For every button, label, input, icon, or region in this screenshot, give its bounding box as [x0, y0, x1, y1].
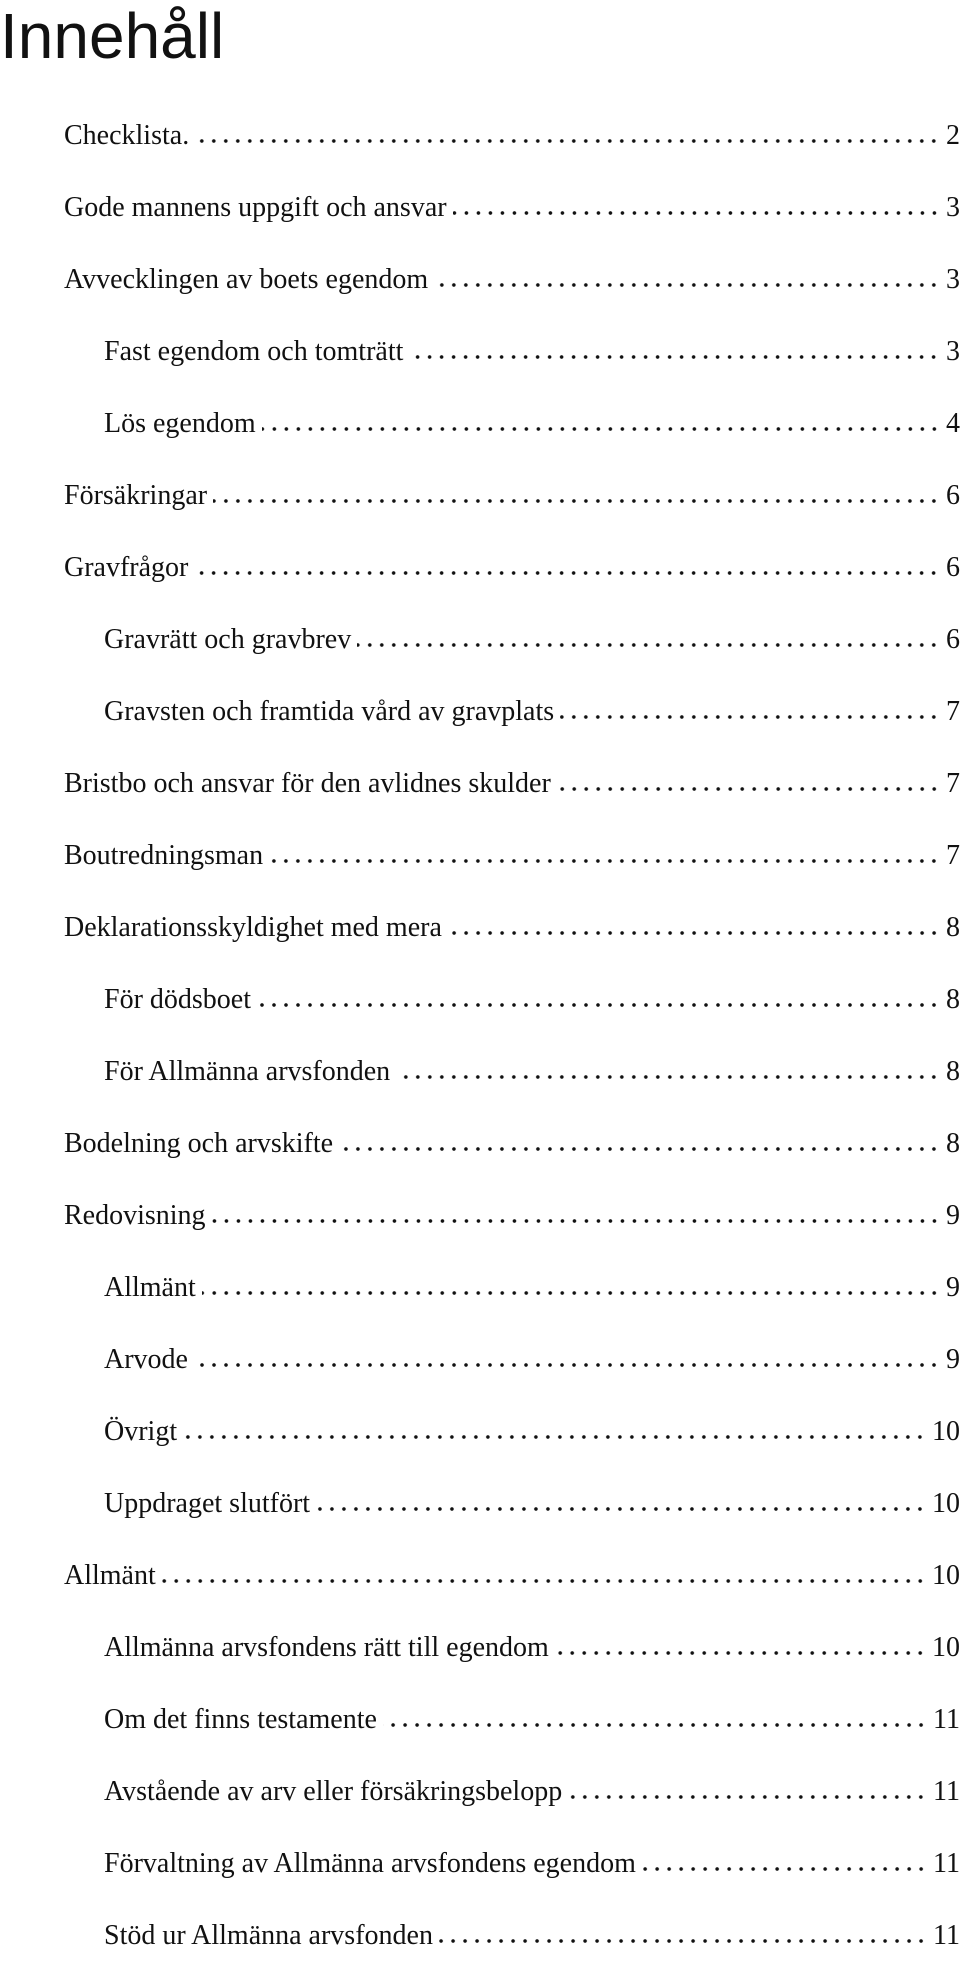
toc-entry[interactable] [64, 1188, 960, 1260]
dot-leader [162, 1556, 926, 1584]
toc-entry[interactable] [64, 1836, 960, 1908]
toc-entry-label: Allmänna arvsfondens rätt till egendom [104, 1632, 549, 1663]
toc-entry-page-number: 3 [946, 336, 960, 367]
toc-entry-label: Bristbo och ansvar för den avlidnes skulder [64, 768, 551, 799]
toc-entry[interactable] [64, 108, 960, 180]
toc-entry-label: Stöd ur Allmänna arvsfonden [104, 1920, 433, 1951]
toc-entry[interactable] [64, 612, 960, 684]
toc-entry[interactable] [64, 1764, 960, 1836]
toc-entry-page-number: 7 [946, 840, 960, 871]
dot-leader [642, 1844, 927, 1872]
toc-entry-label: Övrigt [104, 1416, 178, 1447]
dot-leader [453, 188, 940, 216]
toc-entry-page-number: 3 [946, 264, 960, 295]
toc-entry-page-number: 3 [946, 192, 960, 223]
toc-entry[interactable] [64, 1548, 960, 1620]
dot-leader [439, 1916, 927, 1944]
toc-entry-label: Uppdraget slutfört [104, 1488, 311, 1519]
dot-leader [257, 980, 940, 1008]
dot-leader [212, 1196, 940, 1224]
dot-leader [434, 260, 940, 288]
toc-entry-page-number: 8 [946, 912, 960, 943]
toc-entry-label: Gode mannens uppgift och ansvar [64, 192, 447, 223]
toc-entry[interactable] [64, 756, 960, 828]
toc-entry[interactable] [64, 1332, 960, 1404]
toc-entry-label: Lös egendom [104, 408, 256, 439]
dot-leader [409, 332, 940, 360]
toc-entry-label: Allmänt [64, 1560, 156, 1591]
toc-entry-page-number: 8 [946, 984, 960, 1015]
toc-entry-page-number: 8 [946, 1128, 960, 1159]
toc-entry-page-number: 9 [946, 1200, 960, 1231]
toc-entry-label: Avstående av arv eller försäkringsbelopp [104, 1776, 563, 1807]
toc-entry-page-number: 11 [933, 1848, 960, 1879]
toc-entry[interactable] [64, 1404, 960, 1476]
dot-leader [560, 692, 940, 720]
toc-entry-label: Om det finns testamente [104, 1704, 377, 1735]
dot-leader [262, 404, 940, 432]
toc-entry-page-number: 4 [946, 408, 960, 439]
toc-entry[interactable] [64, 540, 960, 612]
toc-entry[interactable] [64, 828, 960, 900]
toc-entry[interactable] [64, 1476, 960, 1548]
toc-entry-page-number: 6 [946, 552, 960, 583]
dot-leader [396, 1052, 940, 1080]
toc-entry-page-number: 9 [946, 1272, 960, 1303]
toc-entry-page-number: 6 [946, 480, 960, 511]
toc-entry-page-number: 10 [932, 1416, 960, 1447]
toc-entry-label: Deklarationsskyldighet med mera [64, 912, 442, 943]
toc-entry-page-number: 7 [946, 768, 960, 799]
toc-entry-label: Gravsten och framtida vård av gravplats [104, 696, 555, 727]
toc-entry-label: Checklista. [64, 120, 190, 151]
toc-entry[interactable] [64, 1908, 960, 1980]
toc-entry-page-number: 11 [933, 1704, 960, 1735]
toc-entry[interactable] [64, 1260, 960, 1332]
toc-entry[interactable] [64, 900, 960, 972]
page-title: Innehåll [0, 0, 225, 72]
toc-entry-page-number: 10 [932, 1560, 960, 1591]
toc-entry[interactable] [64, 972, 960, 1044]
toc-entry-label: För dödsboet [104, 984, 251, 1015]
dot-leader [555, 1628, 926, 1656]
toc-entry[interactable] [64, 1620, 960, 1692]
toc-entry-label: Avvecklingen av boets egendom [64, 264, 429, 295]
dot-leader [194, 548, 940, 576]
dot-leader [213, 476, 940, 504]
dot-leader [339, 1124, 940, 1152]
dot-leader [357, 620, 940, 648]
toc-entry-page-number: 7 [946, 696, 960, 727]
toc-entry[interactable] [64, 1116, 960, 1188]
dot-leader [316, 1484, 926, 1512]
toc-entry-label: För Allmänna arvsfonden [104, 1056, 391, 1087]
toc-entry[interactable] [64, 1044, 960, 1116]
toc-entry-label: Boutredningsman [64, 840, 264, 871]
toc-entry-page-number: 11 [933, 1920, 960, 1951]
toc-entry[interactable] [64, 180, 960, 252]
dot-leader [568, 1772, 927, 1800]
dot-leader [557, 764, 940, 792]
dot-leader [194, 1340, 940, 1368]
toc-entry[interactable] [64, 396, 960, 468]
toc-entry[interactable] [64, 252, 960, 324]
dot-leader [448, 908, 940, 936]
toc-entry-label: Försäkringar [64, 480, 208, 511]
toc-entry[interactable] [64, 684, 960, 756]
dot-leader [383, 1700, 927, 1728]
toc-entry-page-number: 10 [932, 1632, 960, 1663]
toc-entry-label: Gravfrågor [64, 552, 189, 583]
toc-entry-label: Bodelning och arvskifte [64, 1128, 334, 1159]
toc-entry-page-number: 8 [946, 1056, 960, 1087]
table-of-contents [64, 108, 960, 1980]
dot-leader [183, 1412, 926, 1440]
toc-entry-page-number: 6 [946, 624, 960, 655]
dot-leader [202, 1268, 940, 1296]
toc-entry-label: Gravrätt och gravbrev [104, 624, 352, 655]
toc-entry[interactable] [64, 1692, 960, 1764]
toc-entry-label: Förvaltning av Allmänna arvsfondens egendom [104, 1848, 636, 1879]
dot-leader [195, 116, 940, 144]
toc-entry-page-number: 11 [933, 1776, 960, 1807]
toc-entry-label: Allmänt [104, 1272, 196, 1303]
toc-entry-page-number: 2 [946, 120, 960, 151]
toc-entry-page-number: 9 [946, 1344, 960, 1375]
toc-entry-page-number: 10 [932, 1488, 960, 1519]
toc-entry-label: Arvode [104, 1344, 188, 1375]
toc-entry-label: Redovisning [64, 1200, 206, 1231]
toc-entry[interactable] [64, 324, 960, 396]
toc-entry-label: Fast egendom och tomträtt [104, 336, 404, 367]
dot-leader [269, 836, 940, 864]
toc-entry[interactable] [64, 468, 960, 540]
